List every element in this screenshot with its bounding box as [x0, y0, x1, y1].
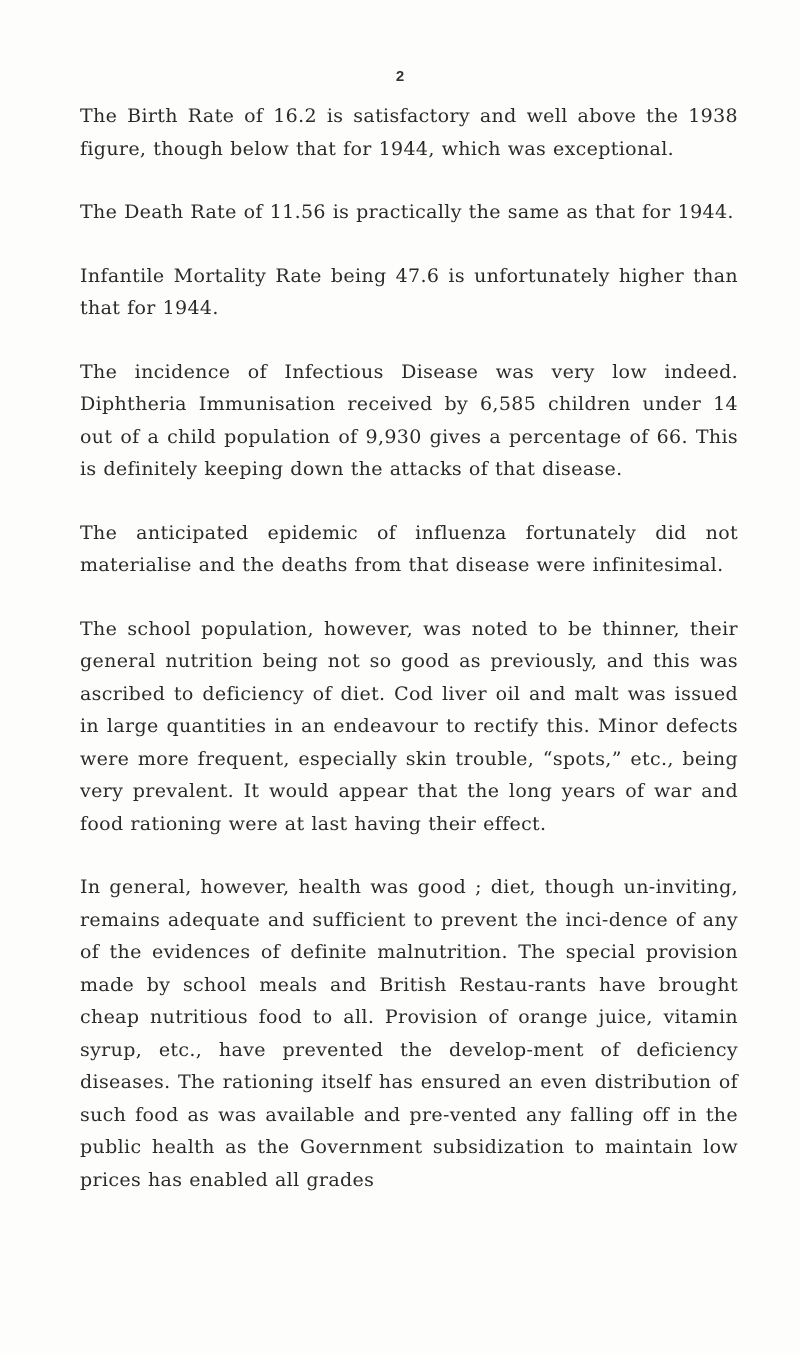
paragraph-death-rate: The Death Rate of 11.56 is practically the same as that for 1944.: [80, 201, 734, 223]
paragraph-influenza: The anticipated epidemic of influenza fortunately did not materialise and the deaths from that disease were infinitesimal.: [80, 521, 738, 576]
paragraph-general-health: In general, however, health was good ; diet, though un-inviting, remains adequate and sufficient to prevent the inci-dence of any of the evidences of definite malnutrition. The special provision made by school meals and British Restau-rants have brought cheap nutritious food to all. Provision of orange juice, vitamin syrup, etc., have prevented the develop-ment of deficiency diseases. The rationing itself has ensured an even distribution of such food as was available and pre-vented any falling off in the public health as the Government subsidization to maintain low prices has enabled all grades: [80, 876, 738, 1191]
paragraph-infectious-disease: The incidence of Infectious Disease was very low indeed. Diphtheria Immunisation received by 6,585 children under 14 out of a child population of 9,930 gives a percentage of 66. This is definitely keeping down the attacks of that disease.: [80, 360, 738, 480]
paragraph-school-population: The school population, however, was noted to be thinner, their general nutrition being not so good as previously, and this was ascribed to deficiency of diet. Cod liver oil and malt was issued in large quantities in an endeavour to rectify this. Minor defects were more frequent, especially skin trouble, “spots,” etc., being very prevalent. It would appear that the long years of war and food rationing were at last having their effect.: [80, 617, 738, 835]
page-number: 2: [395, 68, 405, 85]
paragraph-birth-rate: The Birth Rate of 16.2 is satisfactory and well above the 1938 figure, though below that for 1944, which was exceptional.: [80, 105, 738, 160]
document-body: [80, 100, 738, 1227]
paragraph-infantile-mortality: Infantile Mortality Rate being 47.6 is unfortunately higher than that for 1944.: [80, 264, 738, 319]
